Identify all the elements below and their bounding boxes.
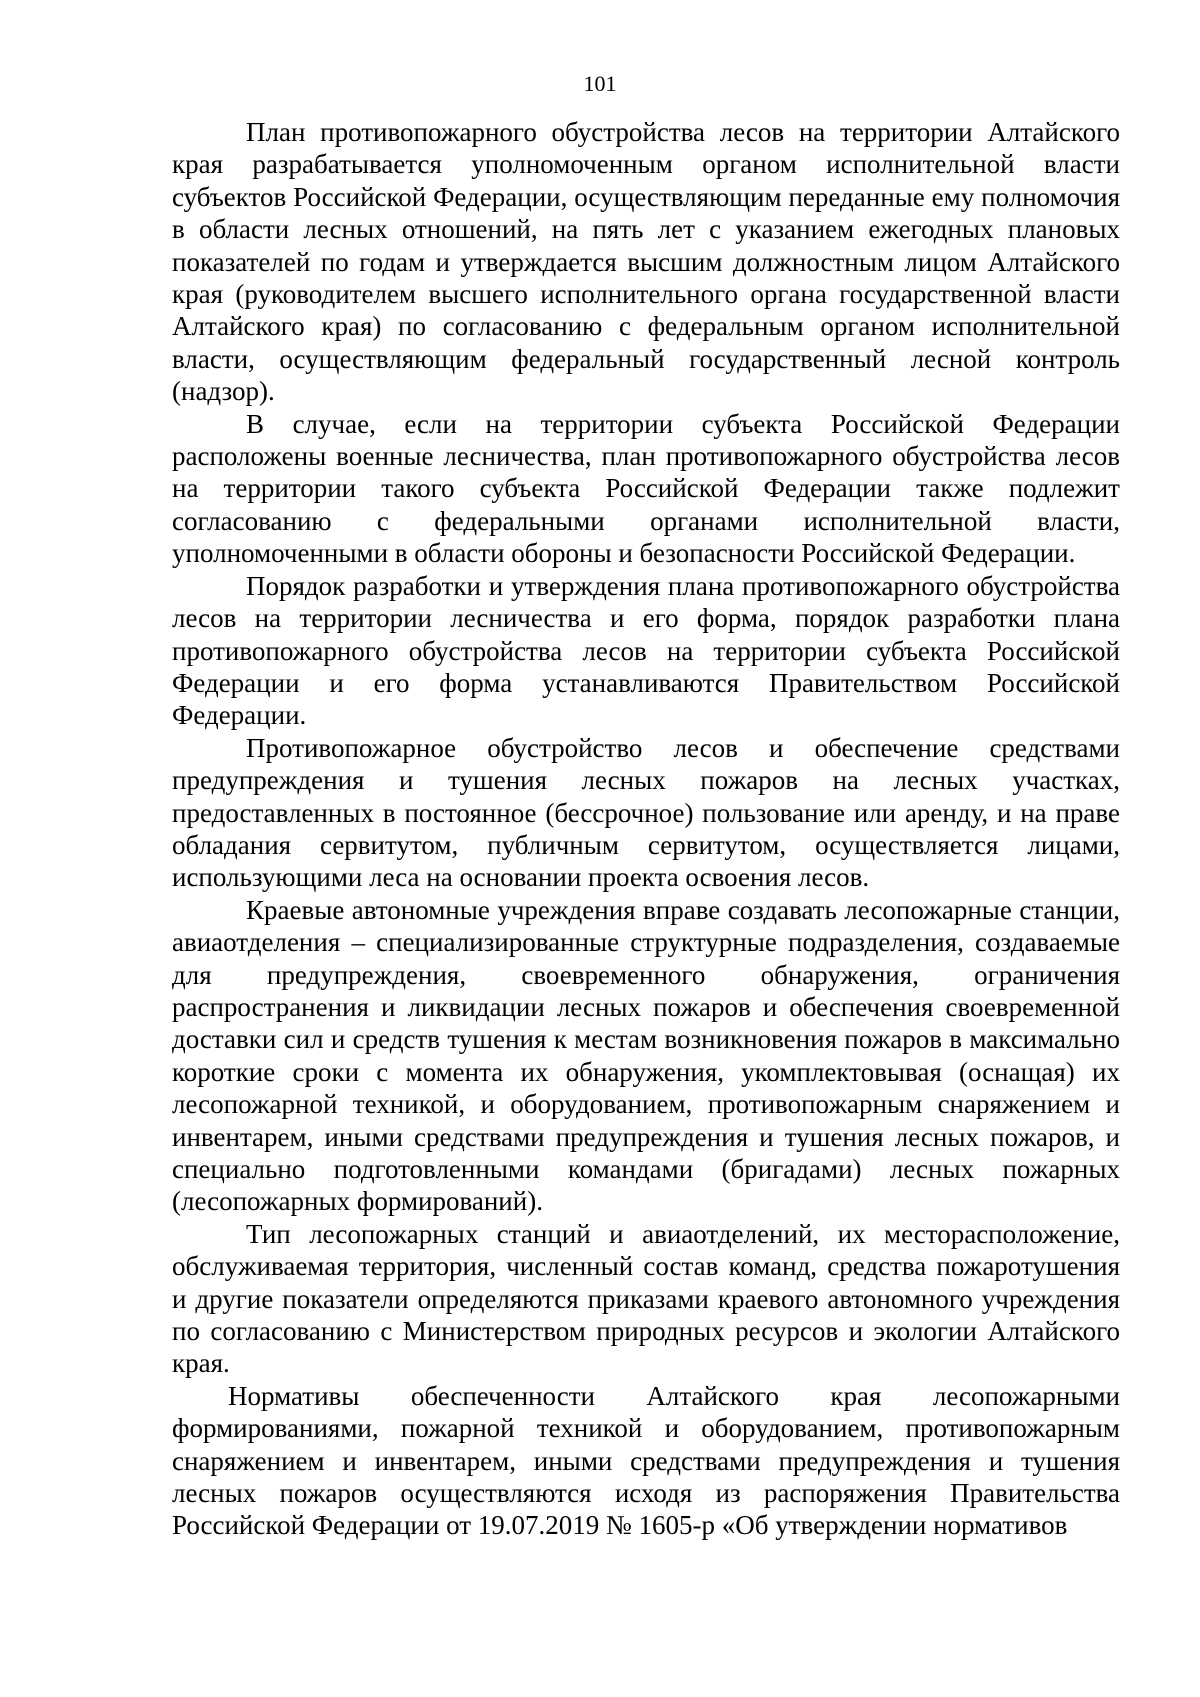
paragraph-military-forestry: В случае, если на территории субъекта Российской Федерации расположены военные лесничества, план противопожарного обустройства лесов на территории такого субъекта Российской Федерации также подлежит согласованию с федеральными органами исполнительной власти, уполномоченными в области обороны и безопасности Российской Федерации.	[172, 408, 1120, 569]
paragraph-fire-stations: Краевые автономные учреждения вправе создавать лесопожарные станции, авиаотделения – специализированные структурные подразделения, создаваемые для предупреждения, своевременного обнаружения, ограничения распространения и ликвидации лесных пожаров и обеспечения своевременной доставки сил и средств тушения к местам возникновения пожаров в максимально короткие сроки с момента их обнаружения, укомплектовывая (оснащая) их лесопожарной техникой, и оборудованием, противопожарным снаряжением и инвентарем, иными средствами предупреждения и тушения лесных пожаров, и специально подготовленными командами (бригадами) лесных пожарных (лесопожарных формирований).	[172, 894, 1120, 1217]
document-body	[172, 116, 1120, 1542]
paragraph-leased-plots: Противопожарное обустройство лесов и обеспечение средствами предупреждения и тушения лесных пожаров на лесных участках, предоставленных в постоянное (бессрочное) пользование или аренду, и на праве обладания сервитутом, публичным сервитутом, осуществляется лицами, использующими леса на основании проекта освоения лесов.	[172, 732, 1120, 893]
page-number: 101	[583, 71, 617, 96]
paragraph-norms: Нормативы обеспеченности Алтайского края лесопожарными формированиями, пожарной техникой и оборудованием, противопожарным снаряжением и инвентарем, иными средствами предупреждения и тушения лесных пожаров осуществляются исходя из распоряжения Правительства Российской Федерации от 19.07.2019 № 1605-р «Об утверждении нормативов	[172, 1380, 1120, 1541]
paragraph-station-types: Тип лесопожарных станций и авиаотделений, их месторасположение, обслуживаемая территория, численный состав команд, средства пожаротушения и другие показатели определяются приказами краевого автономного учреждения по согласованию с Министерством природных ресурсов и экологии Алтайского края.	[172, 1218, 1120, 1379]
paragraph-plan-procedure: Порядок разработки и утверждения плана противопожарного обустройства лесов на территории лесничества и его форма, порядок разработки плана противопожарного обустройства лесов на территории субъекта Российской Федерации и его форма устанавливаются Правительством Российской Федерации.	[172, 570, 1120, 731]
paragraph-fire-plan: План противопожарного обустройства лесов на территории Алтайского края разрабатывается уполномоченным органом исполнительной власти субъектов Российской Федерации, осуществляющим переданные ему полномочия в области лесных отношений, на пять лет с указанием ежегодных плановых показателей по годам и утверждается высшим должностным лицом Алтайского края (руководителем высшего исполнительного органа государственной власти Алтайского края) по согласованию с федеральным органом исполнительной власти, осуществляющим федеральный государственный лесной контроль (надзор).	[172, 117, 1120, 407]
